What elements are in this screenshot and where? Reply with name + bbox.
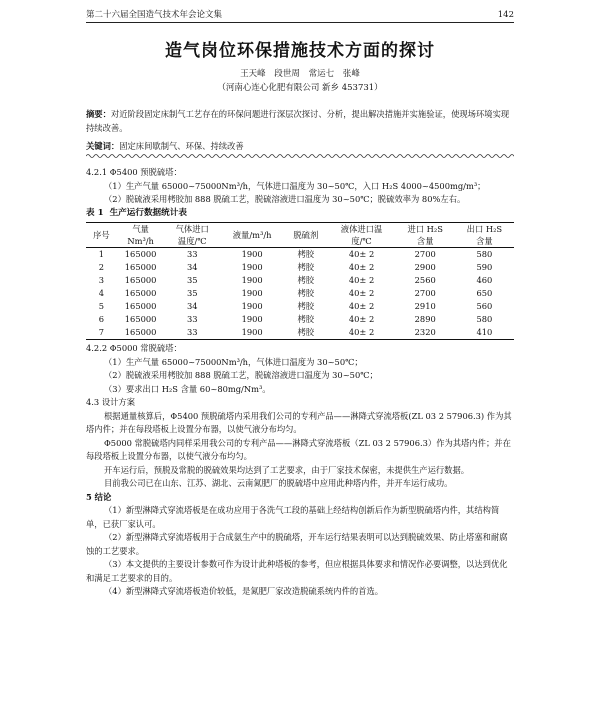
- table-cell: 4: [98, 288, 105, 298]
- col-header: 脱硫剂: [293, 230, 319, 240]
- table-cell: 栲胶: [297, 327, 315, 337]
- table-row: [86, 326, 514, 340]
- table-cell: 2: [98, 262, 105, 272]
- table-cell: 33: [186, 249, 198, 259]
- author: 段世周: [274, 69, 300, 79]
- table-cell: 5: [98, 301, 105, 311]
- paragraph: 目前我公司已在山东、江苏、湖北、云南氮肥厂的脱硫塔中应用此种塔内件，并开车运行成功。: [104, 478, 453, 488]
- col-header: 出口 H₂S 含量: [466, 224, 503, 246]
- section-heading: 4.3 设计方案: [86, 397, 136, 407]
- author: 常运七: [308, 69, 335, 79]
- proceedings-title: 第二十六届全国造气技术年会论文集: [86, 10, 223, 20]
- col-header: 气体进口 温度/℃: [175, 224, 209, 246]
- table-cell: 栲胶: [297, 288, 315, 298]
- table-cell: 580: [476, 314, 493, 324]
- table-cell: 40± 2: [348, 301, 375, 311]
- affiliation: （河南心连心化肥有限公司 新乡 453731）: [217, 83, 383, 93]
- section-heading: 4.2.2 Φ5000 常脱硫塔：: [86, 343, 182, 353]
- list-item: （2）脱硫液采用栲胶加 888 脱硫工艺，脱硫溶液进口温度为 30~50℃；: [104, 370, 378, 380]
- wavy-divider: [86, 153, 514, 159]
- table-cell: 165000: [124, 262, 157, 272]
- table-cell: 34: [186, 262, 198, 272]
- table-cell: 3: [98, 275, 105, 285]
- abstract: [86, 108, 514, 135]
- table-cell: 2890: [414, 314, 436, 324]
- list-item: （2）脱硫液采用栲胶加 888 脱硫工艺，脱硫溶液进口温度为 30~50℃；脱硫效率为 80%左右。: [104, 194, 466, 204]
- table-cell: 165000: [124, 301, 157, 311]
- table-cell: 35: [186, 288, 198, 298]
- list-item: （2）新型淋降式穿流塔板用于合成氨生产中的脱硫塔，开车运行结果表明可以达到脱硫效果、防止塔塞和耐腐蚀的工艺要求。: [86, 532, 508, 556]
- table-cell: 2700: [414, 288, 436, 298]
- list-item: （3）本文提供的主要设计参数可作为设计此种塔板的参考，但应根据具体要求和情况作必要调整，以达到优化和满足工艺要求的目的。: [86, 559, 508, 583]
- table-cell: 650: [476, 288, 493, 298]
- paper-title: 造气岗位环保措施技术方面的探讨: [165, 41, 435, 61]
- table-cell: 1900: [241, 249, 263, 259]
- table-title: 生产运行数据统计表: [109, 207, 187, 218]
- table-cell: 590: [476, 262, 493, 272]
- abstract-text: 对近阶段固定床制气工艺存在的环保问题进行深层次探讨、分析，提出解决措施并实施验证，使现场环境实现持续改善。: [86, 109, 510, 133]
- keywords: [86, 140, 514, 152]
- table-cell: 2910: [414, 301, 436, 311]
- table-cell: 40± 2: [348, 314, 375, 324]
- col-header: 进口 H₂S 含量: [407, 224, 443, 246]
- table-cell: 460: [476, 275, 493, 285]
- body-text: [86, 166, 514, 599]
- table-cell: 34: [186, 301, 198, 311]
- keywords-label: 关键词：: [86, 141, 120, 151]
- table-cell: 1900: [241, 314, 263, 324]
- production-data-table: [86, 222, 514, 340]
- table-caption: [86, 207, 514, 221]
- table-cell: 1900: [241, 275, 263, 285]
- table-cell: 1900: [241, 301, 263, 311]
- table-cell: 40± 2: [348, 327, 375, 337]
- table-body: [86, 248, 514, 340]
- table-cell: 165000: [124, 275, 157, 285]
- page-number: 142: [497, 10, 514, 20]
- table-cell: 165000: [124, 314, 157, 324]
- author: 王天峰: [240, 69, 266, 79]
- list-item: （4）新型淋降式穿流塔板造价较低，是氮肥厂家改造脱硫系统内件的首选。: [104, 586, 384, 596]
- list-item: （1）生产气量 65000~75000Nm³/h，气体进口温度为 30~50℃，入口 H₂S 4000~4500mg/m³；: [104, 180, 486, 191]
- col-header: 气量 Nm³/h: [127, 224, 154, 246]
- paragraph: 根据通量核算后，Φ5400 预脱硫塔内采用我们公司的专利产品——淋降式穿流塔板(ZL 03 2 57906.3) 作为其塔内件；并在每段塔板上设置分布器，以使气液分布均匀。: [86, 410, 512, 434]
- table-cell: 165000: [124, 327, 157, 337]
- table-row: [86, 261, 514, 274]
- table-cell: 35: [186, 275, 198, 285]
- table-cell: 6: [98, 314, 105, 324]
- section-heading: 4.2.1 Φ5400 预脱硫塔：: [86, 167, 182, 177]
- table-row: [86, 287, 514, 300]
- table-cell: 2560: [414, 275, 436, 285]
- table-cell: 40± 2: [348, 288, 375, 298]
- table-cell: 40± 2: [348, 262, 375, 272]
- table-cell: 40± 2: [348, 249, 375, 259]
- table-header-row: [86, 223, 514, 248]
- col-header: 序号: [93, 230, 110, 240]
- abstract-label: 摘要：: [86, 109, 111, 119]
- table-cell: 1900: [241, 288, 263, 298]
- table-cell: 2700: [414, 249, 436, 259]
- table-cell: 40± 2: [348, 275, 375, 285]
- table-cell: 165000: [124, 288, 157, 298]
- table-cell: 2900: [414, 262, 436, 272]
- table-cell: 2320: [414, 327, 436, 337]
- table-cell: 33: [186, 314, 198, 324]
- section-heading: 5 结论: [86, 491, 112, 502]
- table-number: 表 1: [86, 207, 104, 218]
- table-cell: 栲胶: [297, 301, 315, 311]
- table-row: [86, 248, 514, 262]
- col-header: 液体进口温 度/℃: [340, 224, 383, 246]
- table-cell: 1: [98, 249, 105, 259]
- table-cell: 1900: [241, 327, 263, 337]
- paragraph: Φ5000 常脱硫塔内同样采用我公司的专利产品——淋降式穿流塔板（ZL 03 2 57906.3）作为其塔内件；并在每段塔板上设置分布器，以使气液分布均匀。: [86, 437, 511, 461]
- table-cell: 1900: [241, 262, 263, 272]
- table-cell: 7: [98, 327, 105, 337]
- col-header: 液量/m³/h: [232, 230, 272, 240]
- list-item: （1）新型淋降式穿流塔板是在成功应用于各洗气工段的基础上经结构创新后作为新型脱硫塔内件，其结构简单，已获厂家认可。: [86, 505, 500, 529]
- paragraph: 开车运行后，预脱及常脱的脱硫效果均达到了工艺要求，由于厂家技术保密，未提供生产运行数据。: [104, 464, 470, 475]
- author-list: [0, 67, 600, 79]
- table-cell: 410: [476, 327, 493, 337]
- table-row: [86, 300, 514, 313]
- table-cell: 栲胶: [297, 262, 315, 272]
- table-row: [86, 274, 514, 287]
- author: 张峰: [342, 69, 360, 79]
- list-item: （3）要求出口 H₂S 含量 60~80mg/Nm³。: [104, 383, 271, 394]
- table-cell: 33: [186, 327, 198, 337]
- table-cell: 栲胶: [297, 314, 315, 324]
- table-cell: 165000: [124, 249, 157, 259]
- list-item: （1）生产气量 65000~75000Nm³/h，气体进口温度为 30~50℃；: [104, 356, 363, 367]
- table-cell: 580: [476, 249, 493, 259]
- table-cell: 栲胶: [297, 249, 315, 259]
- keywords-text: 固定床间歇制气、环保、持续改善: [119, 141, 244, 151]
- table-cell: 栲胶: [297, 275, 315, 285]
- running-header: [86, 4, 514, 23]
- table-cell: 560: [476, 301, 493, 311]
- table-row: [86, 313, 514, 326]
